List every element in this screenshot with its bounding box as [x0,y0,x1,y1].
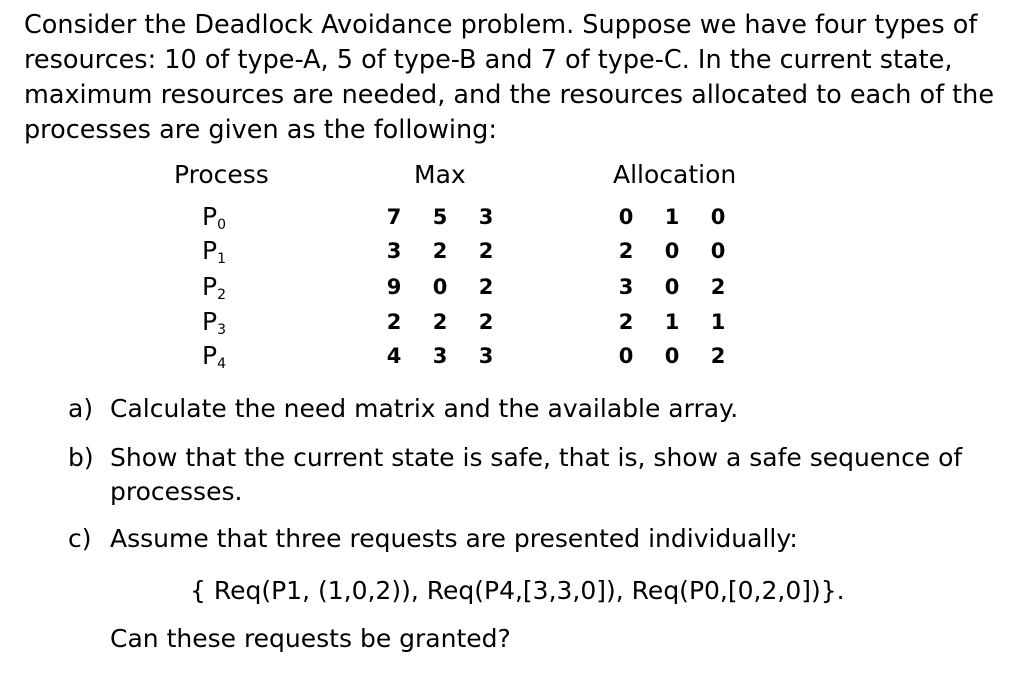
alloc-row-p0: 0 1 0 [618,205,726,229]
question-a-text: Calculate the need matrix and the available array. [110,394,739,423]
alloc-row-p4: 0 0 2 [618,344,726,368]
alloc-row-p2: 3 0 2 [618,275,726,299]
max-row-p4: 4 3 3 [386,344,494,368]
alloc-row-p1: 2 0 0 [618,239,726,263]
process-label-p3: $P_3$ [202,307,226,338]
max-row-p1: 3 2 2 [386,239,494,263]
header-max: Max [414,160,466,189]
problem-statement [24,8,999,148]
max-row-p3: 2 2 2 [386,310,494,334]
question-b-label: b) [68,443,94,472]
question-c-prompt: Can these requests be granted? [110,624,511,653]
statement-line-3: maximum resources are needed, and the resources allocated to each of the [24,80,995,110]
question-a-label: a) [68,394,94,423]
question-b-text-line-2: processes. [110,477,243,506]
alloc-row-p3: 2 1 1 [618,310,726,334]
header-allocation: Allocation [613,160,737,189]
question-c-label: c) [68,524,92,553]
max-row-p2: 9 0 2 [386,275,494,299]
question-c-text: Assume that three requests are presented individually: [110,524,798,553]
process-label-p1: $P_1$ [202,236,226,267]
max-row-p0: 7 5 3 [386,205,494,229]
request-set: { Req(P1, (1,0,2)), Req(P4,[3,3,0]), Req(P0,[0,2,0])}. [190,576,845,605]
process-label-p2: $P_2$ [202,272,226,303]
question-b-text-line-1: Show that the current state is safe, that is, show a safe sequence of [110,443,963,472]
process-label-p0: $P_0$ [202,202,226,233]
statement-line-4: processes are given as the following: [24,115,497,145]
header-process: Process [174,160,269,189]
process-label-p4: $P_4$ [202,341,226,372]
statement-line-1: Consider the Deadlock Avoidance problem. Suppose we have four types of [24,10,978,40]
statement-line-2: resources: 10 of type-A, 5 of type-B and 7 of type-C. In the current state, [24,45,953,75]
